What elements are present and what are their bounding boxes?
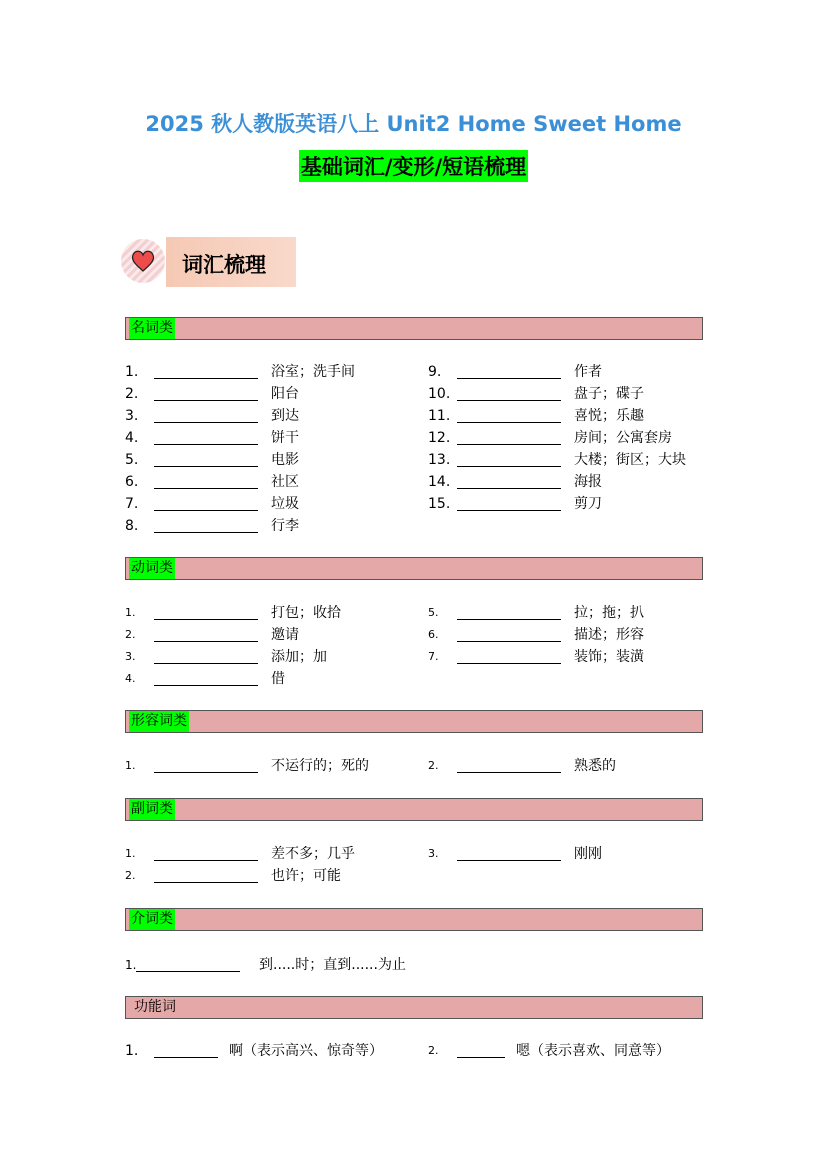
vocab-row <box>428 450 701 470</box>
item-number: 8. <box>125 518 139 534</box>
answer-blank[interactable] <box>154 685 258 686</box>
item-meaning: 不运行的；死的 <box>271 758 369 774</box>
item-meaning: 描述；形容 <box>574 627 644 643</box>
heart-icon <box>131 250 155 272</box>
item-number: 2. <box>428 759 439 772</box>
item-meaning: 到达 <box>271 408 299 424</box>
item-meaning: 饼干 <box>271 430 299 446</box>
item-number: 6. <box>428 628 439 641</box>
answer-blank[interactable] <box>154 641 258 642</box>
answer-blank[interactable] <box>154 510 258 511</box>
item-meaning: 熟悉的 <box>574 758 616 774</box>
func-row-right <box>428 1041 701 1061</box>
vocab-row <box>428 844 701 864</box>
answer-blank[interactable] <box>154 860 258 861</box>
vocab-row <box>125 428 398 448</box>
vocab-row <box>125 516 398 536</box>
vocab-heading-label: 词汇梳理 <box>182 252 266 277</box>
item-meaning: 邀请 <box>271 627 299 643</box>
document-subtitle: 基础词汇/变形/短语梳理 <box>299 150 528 182</box>
answer-blank[interactable] <box>457 400 561 401</box>
answer-blank[interactable] <box>457 641 561 642</box>
answer-blank[interactable] <box>154 882 258 883</box>
vocab-row <box>125 625 398 645</box>
item-meaning: 剪刀 <box>574 496 602 512</box>
answer-blank[interactable] <box>154 378 258 379</box>
vocab-row <box>125 669 398 689</box>
vocab-row <box>125 362 398 382</box>
vocab-row <box>125 756 398 776</box>
item-meaning: 垃圾 <box>271 496 299 512</box>
item-number: 12. <box>428 430 451 446</box>
answer-blank[interactable] <box>154 532 258 533</box>
vocab-row <box>125 603 398 623</box>
item-number: 4. <box>125 672 136 685</box>
func-row-left <box>125 1041 425 1061</box>
vocab-row <box>428 472 701 492</box>
item-meaning: 电影 <box>271 452 299 468</box>
item-meaning: 打包；收拾 <box>271 605 341 621</box>
answer-blank[interactable] <box>154 444 258 445</box>
answer-blank[interactable] <box>154 1057 218 1058</box>
item-number: 1. <box>125 958 137 972</box>
section-label-verb: 动词类 <box>129 558 175 579</box>
answer-blank[interactable] <box>457 422 561 423</box>
item-number: 13. <box>428 452 451 468</box>
item-number: 15. <box>428 496 451 512</box>
section-label-adj: 形容词类 <box>129 711 189 732</box>
item-meaning: 盘子；碟子 <box>574 386 644 402</box>
item-meaning: 房间；公寓套房 <box>574 430 672 446</box>
section-bar-prep <box>125 908 703 931</box>
answer-blank[interactable] <box>457 772 561 773</box>
item-number: 1. <box>125 364 139 380</box>
vocab-row <box>125 494 398 514</box>
vocab-row <box>125 866 398 886</box>
section-label-func: 功能词 <box>134 999 176 1015</box>
answer-blank[interactable] <box>154 772 258 773</box>
answer-blank[interactable] <box>457 444 561 445</box>
item-meaning: 拉；拖；扒 <box>574 605 644 621</box>
item-number: 6. <box>125 474 139 490</box>
item-number: 2. <box>428 1044 439 1057</box>
vocab-row <box>125 647 398 667</box>
vocab-row <box>125 384 398 404</box>
vocab-row <box>428 384 701 404</box>
item-meaning: 海报 <box>574 474 602 490</box>
answer-blank[interactable] <box>154 619 258 620</box>
item-meaning: 喜悦；乐趣 <box>574 408 644 424</box>
answer-blank[interactable] <box>154 663 258 664</box>
section-bar-verb <box>125 557 703 580</box>
vocab-row <box>125 450 398 470</box>
vocab-row <box>428 428 701 448</box>
answer-blank[interactable] <box>457 860 561 861</box>
vocab-row <box>125 406 398 426</box>
vocab-row <box>428 494 701 514</box>
item-meaning: 添加；加 <box>271 649 327 665</box>
item-meaning: 嗯（表示喜欢、同意等） <box>516 1043 670 1059</box>
item-number: 2. <box>125 628 136 641</box>
item-number: 3. <box>428 847 439 860</box>
section-label-noun: 名词类 <box>129 318 175 339</box>
item-meaning: 借 <box>271 671 285 687</box>
section-bar-func <box>125 996 703 1019</box>
section-bar-adj <box>125 710 703 733</box>
vocab-heading-box <box>166 237 296 287</box>
vocab-row <box>428 362 701 382</box>
answer-blank[interactable] <box>457 619 561 620</box>
vocab-row <box>428 603 701 623</box>
item-number: 5. <box>428 606 439 619</box>
item-meaning: 差不多；几乎 <box>271 846 355 862</box>
vocab-row <box>428 406 701 426</box>
answer-blank[interactable] <box>154 422 258 423</box>
vocab-row <box>125 844 398 864</box>
section-label-prep: 介词类 <box>129 909 175 930</box>
item-number: 3. <box>125 408 139 424</box>
item-number: 3. <box>125 650 136 663</box>
answer-blank[interactable] <box>457 663 561 664</box>
item-meaning: 装饰；装潢 <box>574 649 644 665</box>
section-bar-adv <box>125 798 703 821</box>
vocab-row <box>125 472 398 492</box>
answer-blank[interactable] <box>154 488 258 489</box>
item-meaning: 社区 <box>271 474 299 490</box>
answer-blank[interactable] <box>457 488 561 489</box>
answer-blank[interactable] <box>457 1057 505 1058</box>
item-meaning: 作者 <box>574 364 602 380</box>
vocab-row <box>428 756 701 776</box>
item-number: 10. <box>428 386 451 402</box>
item-number: 14. <box>428 474 451 490</box>
item-meaning: 也许；可能 <box>271 868 341 884</box>
item-number: 5. <box>125 452 139 468</box>
vocab-row <box>428 625 701 645</box>
prep-row <box>125 955 425 975</box>
item-number: 1. <box>125 606 136 619</box>
item-meaning: 啊（表示高兴、惊奇等） <box>229 1043 383 1059</box>
answer-blank[interactable] <box>457 466 561 467</box>
item-meaning: 到.....时；直到......为止 <box>259 957 406 973</box>
heart-badge <box>121 239 165 283</box>
item-number: 1. <box>125 847 136 860</box>
item-number: 2. <box>125 386 139 402</box>
item-number: 7. <box>428 650 439 663</box>
answer-blank[interactable] <box>136 971 240 972</box>
item-meaning: 刚刚 <box>574 846 602 862</box>
document-title: 2025 秋人教版英语八上 Unit2 Home Sweet Home <box>145 112 682 136</box>
item-number: 1. <box>125 759 136 772</box>
item-number: 1. <box>125 1043 139 1059</box>
answer-blank[interactable] <box>457 378 561 379</box>
item-number: 4. <box>125 430 139 446</box>
answer-blank[interactable] <box>154 466 258 467</box>
item-number: 9. <box>428 364 442 380</box>
item-meaning: 行李 <box>271 518 299 534</box>
item-number: 11. <box>428 408 451 424</box>
vocab-row <box>428 647 701 667</box>
item-meaning: 浴室；洗手间 <box>271 364 355 380</box>
item-number: 2. <box>125 869 136 882</box>
section-bar-noun <box>125 317 703 340</box>
answer-blank[interactable] <box>457 510 561 511</box>
answer-blank[interactable] <box>154 400 258 401</box>
item-meaning: 阳台 <box>271 386 299 402</box>
item-meaning: 大楼；街区；大块 <box>574 452 686 468</box>
item-number: 7. <box>125 496 139 512</box>
section-label-adv: 副词类 <box>129 799 175 820</box>
